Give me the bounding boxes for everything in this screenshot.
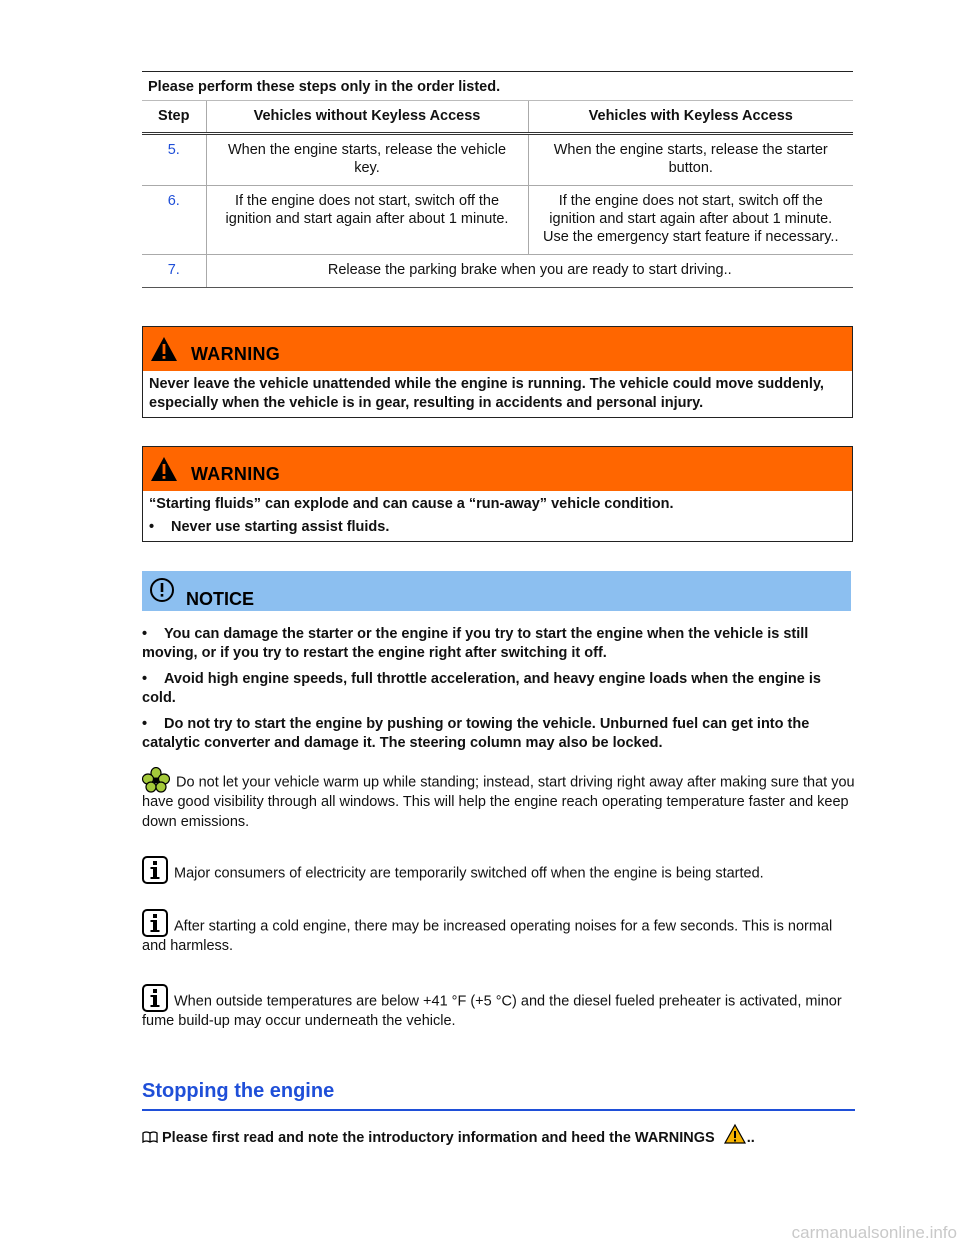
step-with-keyless: If the engine does not start, switch off the ignition and start again after about 1 minute. Use the emergency start feature if necessary..: [528, 186, 853, 255]
warning-title: WARNING: [191, 464, 281, 484]
exclamation-circle-icon: [148, 576, 176, 604]
info-note-text: After starting a cold engine, there may be increased operating noises for a few seconds. This is normal and harmless.: [142, 918, 833, 954]
warning-title: WARNING: [191, 344, 281, 364]
notice-item-text: You can damage the starter or the engine if you try to start the engine when the vehicle is still moving, or if you try to restart the engine right after switching it off.: [142, 626, 809, 661]
info-note: [142, 856, 857, 884]
header-with-keyless: Vehicles with Keyless Access: [528, 101, 853, 134]
warning-triangle-icon[interactable]: [723, 1123, 747, 1145]
steps-table: [142, 71, 853, 288]
bullet-icon: •: [142, 671, 148, 687]
header-step: Step: [142, 101, 206, 134]
table-row: [142, 134, 853, 186]
warning-text: Never leave the vehicle unattended while the engine is running. The vehicle could move suddenly, especially when the vehicle is in gear, resulting in accidents and personal injury.: [149, 376, 824, 411]
info-note-text: When outside temperatures are below +41 °F (+5 °C) and the diesel fueled preheater is activated, minor fume build-up may occur underneath the vehicle.: [142, 993, 842, 1029]
notice-box: [142, 571, 851, 760]
warning-body: [143, 491, 852, 541]
list-item: [142, 715, 851, 753]
step-both-variants: Release the parking brake when you are ready to start driving..: [206, 255, 853, 288]
header-without-keyless: Vehicles without Keyless Access: [206, 101, 528, 134]
step-without-keyless: If the engine does not start, switch off the ignition and start again after about 1 minute.: [206, 186, 528, 255]
bullet-icon: •: [149, 519, 155, 535]
warning-header: [143, 327, 852, 371]
info-note-text: Major consumers of electricity are temporarily switched off when the engine is being started.: [174, 865, 764, 882]
open-book-icon: [142, 1131, 158, 1143]
warning-triangle-icon: [149, 455, 179, 483]
info-i-icon: [142, 984, 168, 1012]
warning-bullet-text: Never use starting assist fluids.: [171, 519, 390, 535]
list-item: [142, 670, 851, 708]
section-title: Stopping the engine: [142, 1080, 855, 1111]
warning-header: [143, 447, 852, 491]
watermark: carmanualsonline.info: [791, 1223, 957, 1242]
intro-suffix: ..: [746, 1130, 755, 1146]
info-note: [142, 984, 857, 1032]
bullet-icon: •: [142, 716, 148, 732]
step-number: 6.: [142, 186, 206, 255]
notice-header: [142, 571, 851, 611]
list-item: [142, 625, 851, 663]
warning-box: [142, 446, 853, 542]
info-i-icon: [142, 909, 168, 937]
step-with-keyless: When the engine starts, release the starter button.: [528, 134, 853, 186]
step-number: 5.: [142, 134, 206, 186]
notice-title: NOTICE: [186, 589, 255, 609]
notice-list: [142, 625, 851, 753]
warning-box: [142, 326, 853, 418]
environment-note: [142, 767, 857, 832]
notice-item-text: Avoid high engine speeds, full throttle acceleration, and heavy engine loads when the engine is cold.: [142, 671, 821, 706]
intro-line: [142, 1123, 857, 1146]
bullet-icon: •: [142, 626, 148, 642]
info-i-icon: [142, 856, 168, 884]
step-number: 7.: [142, 255, 206, 288]
table-row: [142, 186, 853, 255]
table-caption: Please perform these steps only in the order listed.: [142, 71, 853, 101]
table-row: [142, 255, 853, 288]
environment-note-text: Do not let your vehicle warm up while standing; instead, start driving right away after making sure that you have good visibility through all windows. This will help the engine reach operating temperature faster and keep down emissions.: [142, 774, 855, 830]
intro-text: Please first read and note the introductory information and heed the WARNINGS: [162, 1130, 715, 1146]
info-note: [142, 909, 857, 957]
notice-item-text: Do not try to start the engine by pushing or towing the vehicle. Unburned fuel can get into the catalytic converter and damage it. The steering column may also be locked.: [142, 716, 810, 751]
warning-triangle-icon: [149, 335, 179, 363]
warning-bullet: [149, 518, 846, 537]
step-without-keyless: When the engine starts, release the vehicle key.: [206, 134, 528, 186]
table-header-row: [142, 101, 853, 134]
warning-text: “Starting fluids” can explode and can cause a “run-away” vehicle condition.: [149, 496, 674, 512]
flower-icon: [142, 767, 170, 793]
